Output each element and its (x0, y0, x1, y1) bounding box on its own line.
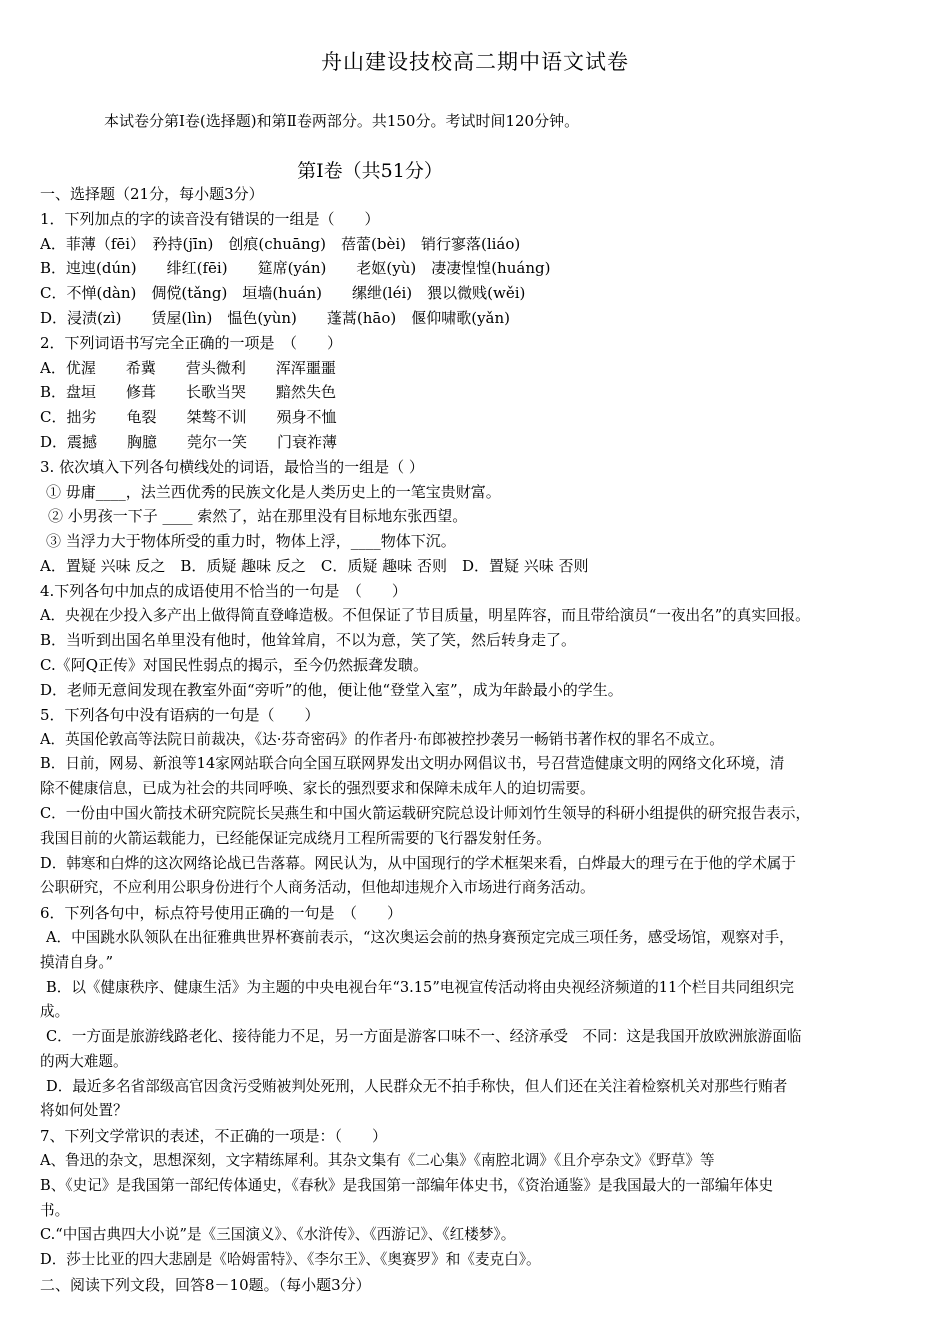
question-1-option-b: B．迍迍(dún) 绯红(fēi) 筵席(yán) 老妪(yù) 凄凄惶惶(huáng) (40, 259, 551, 278)
section-2-heading: 二、阅读下列文段，回答8－10题。（每小题3分） (40, 1276, 371, 1295)
section-heading: 一、选择题（21分，每小题3分） (40, 185, 264, 203)
question-body (40, 182, 910, 1298)
question-3-sentence-1: ① 毋庸____，法兰西优秀的民族文化是人类历史上的一笔宝贵财富。 (46, 482, 501, 501)
question-7-option-c: C.“中国古典四大小说”是《三国演义》、《水浒传》、《西游记》、《红楼梦》。 (40, 1226, 516, 1244)
question-6-stem: 6．下列各句中，标点符号使用正确的一句是 （ ） (40, 904, 403, 923)
question-1-option-d: D．浸渍(zì) 赁屋(lìn) 愠色(yùn) 蓬蒿(hāo) 偃仰啸歌(yǎn) (40, 308, 511, 327)
question-3-stem: 3. 依次填入下列各句横线处的词语，最恰当的一组是（ ） (40, 457, 424, 476)
question-2-option-b: B．盘垣 修葺 长歌当哭 黯然失色 (40, 383, 337, 402)
question-1-stem: 1．下列加点的字的读音没有错误的一组是（ ） (40, 209, 380, 228)
question-7-option-d: D．莎士比亚的四大悲剧是《哈姆雷特》、《李尔王》、《奥赛罗》和《麦克白》。 (40, 1251, 541, 1269)
question-7-stem: 7、下列文学常识的表述，不正确的一项是：（ ） (40, 1127, 388, 1146)
question-5-option-d-cont: 公职研究，不应利用公职身份进行个人商务活动，但他却违规介入市场进行商务活动。 (40, 879, 595, 897)
question-4-option-a: A．央视在少投入多产出上做得简直登峰造极。不但保证了节目质量，明星阵容，而且带给演员“一夜出名”的真实回报。 (40, 606, 810, 624)
question-5-option-b: B．日前，网易、新浪等14家网站联合向全国互联网界发出文明办网倡议书，号召营造健康文明的网络文化环境，清 (40, 755, 785, 773)
question-2-option-c: C．拙劣 龟裂 桀骜不训 殒身不恤 (40, 408, 337, 427)
question-5-option-d: D．韩寒和白烨的这次网络论战已告落幕。网民认为，从中国现行的学术框架来看，白烨最大的理亏在于他的学术属于 (40, 854, 796, 872)
question-6-option-c-cont: 的两大难题。 (40, 1052, 128, 1070)
question-1-option-c: C．不惮(dàn) 倜傥(tǎng) 垣墙(huán) 缧绁(léi) 猥以微贱(wěi) (40, 284, 526, 303)
question-5-option-c: C．一份由中国火箭技术研究院院长吴燕生和中国火箭运载研究院总设计师刘竹生领导的科研小组提供的研究报告表示， (40, 804, 811, 822)
exam-title: 舟山建设技校高二期中语文试卷 (321, 50, 629, 74)
question-3-options: A．置疑 兴味 反之 B．质疑 趣味 反之 C．质疑 趣味 否则 D．置疑 兴味 否则 (40, 556, 589, 575)
question-4-option-d: D．老师无意间发现在教室外面“旁听”的他，便让他“登堂入室”，成为年龄最小的学生。 (40, 680, 623, 699)
part-one-title: 第I卷（共51分） (297, 160, 443, 182)
question-2-stem: 2．下列词语书写完全正确的一项是 （ ） (40, 333, 343, 352)
question-6-option-c: C．一方面是旅游线路老化、接待能力不足，另一方面是游客口味不一、经济承受 不同：这是我国开放欧洲旅游面临 (46, 1028, 802, 1046)
question-1-option-a: A．菲薄（fēi） 矜持(jīn) 创痕(chuāng) 蓓蕾(bèi) 销行寥落(liáo) (40, 234, 521, 253)
question-7-option-b: B、《史记》是我国第一部纪传体通史，《春秋》是我国第一部编年体史书，《资治通鉴》是我国最大的一部编年体史 (40, 1176, 774, 1194)
question-3-sentence-2: ② 小男孩一下子 ____ 索然了，站在那里没有目标地东张西望。 (48, 507, 468, 526)
question-4-option-b: B．当听到出国名单里没有他时，他耸耸肩，不以为意，笑了笑，然后转身走了。 (40, 631, 577, 650)
question-5-option-c-cont: 我国目前的火箭运载能力，已经能保证完成绕月工程所需要的飞行器发射任务。 (40, 829, 551, 847)
question-7-option-b-cont: 书。 (40, 1201, 70, 1219)
question-5-option-a: A．英国伦敦高等法院日前裁决，《达·芬奇密码》的作者丹·布郎被控抄袭另一畅销书著作权的罪名不成立。 (40, 730, 724, 748)
question-2-option-a: A．优渥 希冀 营头微利 浑浑噩噩 (40, 358, 336, 377)
question-3-sentence-3: ③ 当浮力大于物体所受的重力时，物体上浮，____物体下沉。 (46, 532, 456, 551)
question-6-option-d: D．最近多名省部级高官因贪污受贿被判处死刑，人民群众无不拍手称快，但人们还在关注着检察机关对那些行贿者 (46, 1077, 788, 1095)
question-6-option-a-cont: 摸清自身。” (40, 953, 114, 971)
question-5-option-b-cont: 除不健康信息，已成为社会的共同呼唤、家长的强烈要求和保障未成年人的迫切需要。 (40, 780, 595, 798)
question-6-option-b-cont: 成。 (40, 1003, 70, 1021)
exam-intro: 本试卷分第Ⅰ卷(选择题)和第Ⅱ卷两部分。共150分。考试时间120分钟。 (104, 112, 580, 130)
question-7-option-a: A、鲁迅的杂文，思想深刻，文字精练犀利。其杂文集有《二心集》《南腔北调》《且介亭杂文》《野草》等 (40, 1152, 715, 1170)
question-2-option-d: D．震撼 胸臆 莞尔一笑 门衰祚薄 (40, 432, 338, 451)
question-6-option-d-cont: 将如何处置？ (40, 1102, 128, 1120)
question-5-stem: 5．下列各句中没有语病的一句是（ ） (40, 705, 320, 724)
question-4-option-c: C.《阿Q正传》对国民性弱点的揭示，至今仍然振聋发聩。 (40, 656, 429, 675)
question-6-option-b: B．以《健康秩序、健康生活》为主题的中央电视台年“3.15”电视宣传活动将由央视经济频道的11个栏目共同组织完 (46, 978, 795, 996)
question-4-stem: 4.下列各句中加点的成语使用不恰当的一句是 （ ） (40, 581, 407, 600)
question-6-option-a: A．中国跳水队领队在出征雅典世界杯赛前表示，“这次奥运会前的热身赛预定完成三项任务，感受场馆，观察对手， (46, 928, 794, 946)
